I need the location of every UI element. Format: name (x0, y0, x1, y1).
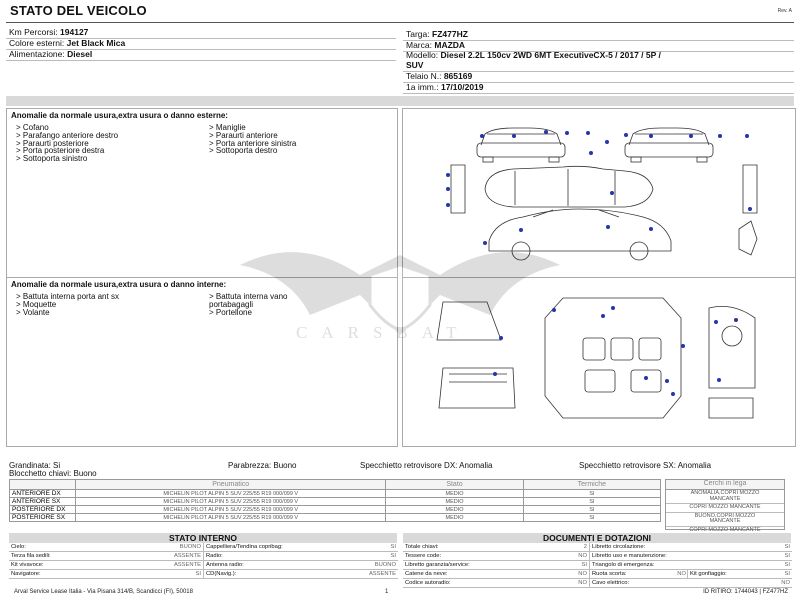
list-item: > Moquette (16, 299, 57, 309)
list-item: > Battuta interna vano (209, 292, 288, 301)
grid-label: Libretto circolazione: (592, 544, 646, 550)
tyre-model: MICHELIN PILOT ALPIN 5 SUV 225/55 R19 000/099 V (76, 490, 386, 498)
tyre-state: MEDIO (386, 498, 523, 506)
cerchi-text: BUONO,COPRI MOZZO (694, 512, 756, 519)
grid-value: ASSENTE (368, 571, 396, 577)
row-line (6, 60, 396, 61)
list-item: > Sottoporta sinistro (16, 154, 88, 164)
tyre-winter: SI (523, 498, 660, 506)
grid-label: Libretto garanzia/service: (405, 562, 470, 568)
grid-value: SI (784, 544, 790, 550)
list-item: > Parafango anteriore destro (16, 130, 119, 140)
grid-label: Codice autoradio: (405, 580, 451, 586)
tyre-winter: SI (523, 506, 660, 514)
targa-field: Targa: FZ477HZ (406, 29, 468, 39)
grid-label: Antenna radio: (206, 562, 244, 568)
grid-label: Tessere code: (405, 553, 442, 559)
grandinata-info: Grandinata: Si (9, 461, 61, 470)
grid-row (203, 561, 398, 570)
list-item: > Maniglie (209, 123, 246, 132)
grid-value: NO (781, 580, 790, 586)
grid-value: NO (677, 571, 686, 577)
cerchi-text: ANOMALIA,COPRI MOZZO (690, 490, 760, 496)
blank-header (10, 480, 76, 490)
grid-value: SI (390, 553, 396, 559)
grid-value: 2 (583, 544, 587, 550)
documenti-header: DOCUMENTI E DOTAZIONI (403, 533, 791, 543)
modello-line2: SUV (406, 60, 424, 70)
documenti-grid (403, 543, 791, 588)
blocchetto-info: Blocchetto chiavi: Buono (9, 469, 97, 478)
list-item: > Portellone (209, 307, 252, 317)
grid-row (9, 543, 203, 552)
tyre-position: POSTERIORE DX (10, 506, 76, 514)
row-line (403, 93, 794, 94)
grid-label: Ruota scorta: (592, 571, 627, 577)
specchietto-dx-info: Specchietto retrovisore DX: Anomalia (360, 461, 493, 470)
page-title: STATO DEL VEICOLO (10, 3, 147, 18)
list-item: > Sottoporta destro (209, 146, 278, 156)
grid-row (203, 552, 398, 561)
list-item: > Cofano (16, 123, 49, 132)
grid-value: NO (578, 553, 587, 559)
alimentazione-field: Alimentazione: Diesel (9, 49, 93, 59)
stato-interno-header: STATO INTERNO (9, 533, 397, 543)
list-item: > Porta posteriore destra (16, 146, 105, 156)
grid-value: SI (390, 544, 396, 550)
grid-label: Cappelliera/Tendina copribag: (206, 544, 283, 550)
column-header: Termiche (523, 480, 660, 490)
grid-row (589, 552, 792, 561)
table-row (10, 498, 661, 506)
grid-value: NO (578, 571, 587, 577)
tyre-position: ANTERIORE SX (10, 498, 76, 506)
tyre-model: MICHELIN PILOT ALPIN 5 SUV 225/55 R19 000/099 V (76, 506, 386, 514)
grid-row (403, 552, 589, 561)
grid-label: Libretto uso e manutenzione: (592, 553, 667, 559)
list-item: > Paraurti anteriore (209, 130, 278, 140)
grid-row (403, 561, 589, 570)
list-item: > Paraurti posteriore (16, 138, 89, 148)
cerchi-box (665, 479, 785, 533)
grid-label: Radio: (206, 553, 223, 559)
grid-row (589, 561, 792, 570)
cerchi-row (666, 513, 784, 527)
grid-value: NO (578, 580, 587, 586)
tyre-state: MEDIO (386, 514, 523, 522)
colore-field: Colore esterni: Jet Black Mica (9, 38, 126, 48)
external-damage-title: Anomalie da normale usura,extra usura o danno esterne: (11, 111, 228, 120)
grid-label: Navigatore: (11, 571, 41, 577)
table-row (10, 490, 661, 498)
tyre-state: MEDIO (386, 506, 523, 514)
modello-field: Modello: Diesel 2.2L 150cv 2WD 6MT ExecutiveCX-5 / 2017 / 5P / (406, 50, 661, 60)
grid-value: ASSENTE (173, 553, 201, 559)
grid-value: SI (784, 571, 790, 577)
grid-label: Terza fila sedili: (11, 553, 51, 559)
watermark-text: CARSBAT (296, 323, 471, 342)
cerchi-header: Cerchi in lega (666, 480, 784, 490)
grid-row (589, 543, 792, 552)
table-row (10, 514, 661, 522)
list-item: > Volante (16, 307, 50, 317)
carsbat-watermark (240, 235, 560, 360)
grid-value: SI (581, 562, 587, 568)
grid-label: CD(Navig.): (206, 571, 237, 577)
grid-label: Triangolo di emergenza: (592, 562, 655, 568)
cerchi-text: MANCANTE (709, 518, 741, 524)
list-item: > Porta anteriore sinistra (209, 138, 297, 148)
section-band (6, 96, 794, 106)
grid-label: Catene da neve: (405, 571, 448, 577)
tyre-model: MICHELIN PILOT ALPIN 5 SUV 225/55 R19 000/099 V (76, 498, 386, 506)
grid-row (9, 552, 203, 561)
grid-value: SI (195, 571, 201, 577)
tyre-position: ANTERIORE DX (10, 490, 76, 498)
external-damage-list-1 (16, 124, 118, 163)
telaio-field: Telaio N.: 865169 (406, 71, 473, 81)
grid-row (403, 579, 589, 588)
cerchi-row: COPRI MOZZO MANCANTE (666, 504, 784, 513)
grid-label: Kit vivavoce: (11, 562, 44, 568)
grid-row (203, 543, 398, 552)
external-damage-list-2 (209, 124, 296, 155)
tyres-table (9, 479, 661, 522)
tyre-winter: SI (523, 514, 660, 522)
list-item: > Battuta interna porta ant sx (16, 292, 119, 301)
parabrezza-info: Parabrezza: Buono (228, 461, 297, 470)
column-header: Stato (386, 480, 523, 490)
title-divider (6, 22, 794, 23)
specchietto-sx-info: Specchietto retrovisore SX: Anomalia (579, 461, 712, 470)
cerchi-text: MANCANTE (709, 495, 741, 502)
cerchi-row (666, 490, 784, 504)
grid-value: BUONO (179, 544, 201, 550)
grid-label: Cielo: (11, 544, 26, 550)
grid-row (589, 570, 688, 579)
grid-label: Kit gonfiaggio: (690, 571, 727, 577)
tyre-position: POSTERIORE SX (10, 514, 76, 522)
tyre-state: MEDIO (386, 490, 523, 498)
tyre-model: MICHELIN PILOT ALPIN 5 SUV 225/55 R19 000/099 V (76, 514, 386, 522)
grid-value: SI (784, 562, 790, 568)
grid-row (589, 579, 792, 588)
cerchi-row: COPRI MOZZO MANCANTE (689, 526, 761, 533)
grid-value: SI (784, 553, 790, 559)
internal-damage-title: Anomalie da normale usura,extra usura o danno interne: (11, 280, 227, 289)
table-row (10, 506, 661, 514)
internal-damage-list-1 (16, 293, 119, 316)
footer-page-number: 1 (385, 589, 389, 595)
column-header: Pneumatico (76, 480, 386, 490)
grid-row (403, 543, 589, 552)
tyre-winter: SI (523, 490, 660, 498)
marca-field: Marca: MAZDA (406, 40, 466, 50)
table-header (10, 480, 661, 490)
grid-row (9, 570, 203, 579)
grid-label: Totale chiavi: (405, 544, 439, 550)
grid-row (9, 561, 203, 570)
revision-label: Rev. A (777, 8, 792, 14)
stato-interno-grid (9, 543, 397, 579)
grid-row (403, 570, 589, 579)
grid-value: BUONO (374, 562, 396, 568)
grid-row (203, 570, 398, 579)
grid-label: Cavo elettrico: (592, 580, 630, 586)
grid-row (687, 570, 792, 579)
grid-value: ASSENTE (173, 562, 201, 568)
immatricolazione-field: 1a imm.: 17/10/2019 (406, 82, 484, 92)
km-field: Km Percorsi: 194127 (9, 27, 89, 37)
footer-ritiro-id: ID RITIRO: 1744043 | FZ477HZ (703, 589, 788, 595)
footer-company: Arval Service Lease Italia - Via Pisana 314/B, Scandicci (FI), 50018 (14, 589, 193, 595)
list-item: portabagagli (209, 299, 254, 309)
